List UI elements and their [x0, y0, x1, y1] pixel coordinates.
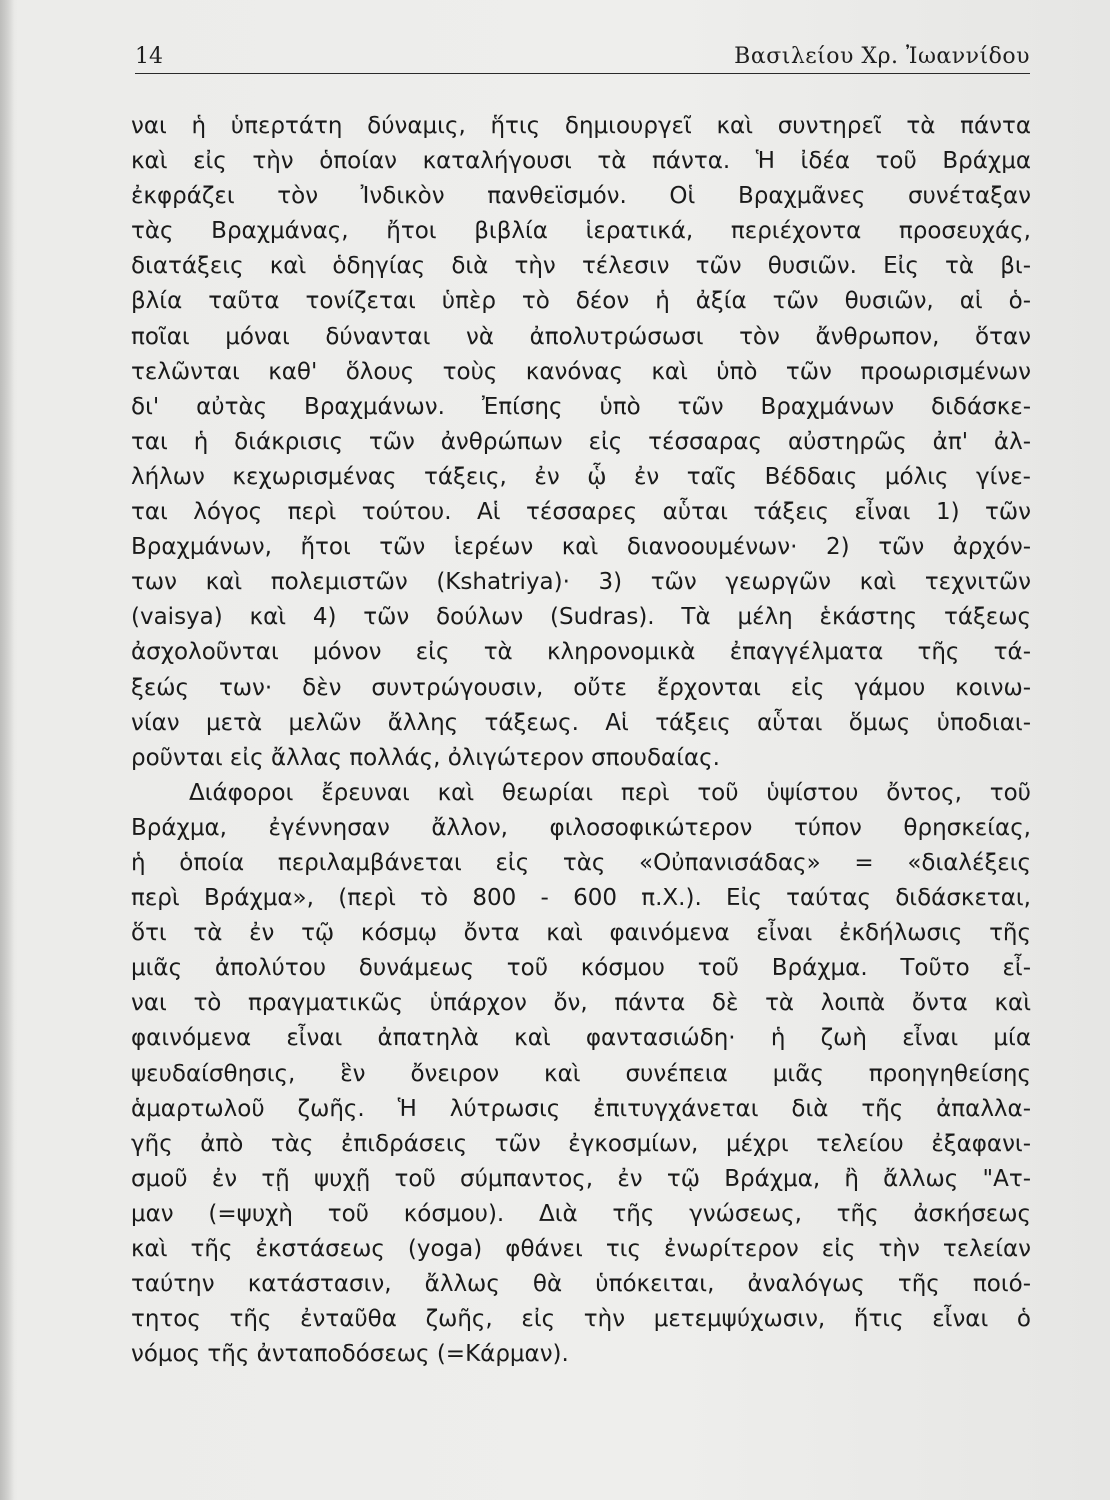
text-line: φαινόμενα εἶναι ἀπατηλὰ καὶ φαντασιώδη· ἡ ζωὴ εἶναι μία: [131, 1025, 1031, 1052]
text-line: ταύτην κατάστασιν, ἄλλως θὰ ὑπόκειται, ἀναλόγως τῆς ποιό-: [131, 1271, 1031, 1298]
paragraph: [131, 109, 1031, 776]
text-line: ναι τὸ πραγματικῶς ὑπάρχον ὄν, πάντα δὲ τὰ λοιπὰ ὄντα καὶ: [131, 990, 1031, 1017]
text-line: διατάξεις καὶ ὁδηγίας διὰ τὴν τέλεσιν τῶν θυσιῶν. Εἰς τὰ βι-: [131, 253, 1031, 280]
text-line: ται ἡ διάκρισις τῶν ἀνθρώπων εἰς τέσσαρας αὐστηρῶς ἀπ' ἀλ-: [131, 428, 1031, 455]
text-line: καὶ τῆς ἐκστάσεως (yoga) φθάνει τις ἐνωρίτερον εἰς τὴν τελείαν: [131, 1236, 1031, 1262]
page-number: 14: [135, 44, 163, 69]
text-line: των καὶ πολεμιστῶν (Kshatriya)· 3) τῶν γεωργῶν καὶ τεχνιτῶν: [131, 569, 1031, 596]
body-text: [131, 109, 1031, 1372]
text-line: ναι ἡ ὑπερτάτη δύναμις, ἥτις δημιουργεῖ καὶ συντηρεῖ τὰ πάντα: [131, 113, 1031, 139]
text-line: Διάφοροι ἔρευναι καὶ θεωρίαι περὶ τοῦ ὑψίστου ὄντος, τοῦ: [189, 779, 1031, 806]
text-line: Βραχμάνων, ἤτοι τῶν ἱερέων καὶ διανοουμένων· 2) τῶν ἀρχόν-: [131, 534, 1031, 561]
text-line: βλία ταῦτα τονίζεται ὑπὲρ τὸ δέον ἡ ἀξία τῶν θυσιῶν, αἱ ὁ-: [131, 288, 1031, 315]
text-line: ξεώς των· δὲν συντρώγουσιν, οὔτε ἔρχονται εἰς γάμου κοινω-: [131, 674, 1031, 701]
text-line: νόμος τῆς ἀνταποδόσεως (=Κάρμαν).: [131, 1341, 569, 1368]
text-line: ροῦνται εἰς ἄλλας πολλάς, ὀλιγώτερον σπουδαίας.: [131, 744, 720, 771]
page-header: [135, 40, 1030, 74]
text-line: ψευδαίσθησις, ἓν ὄνειρον καὶ συνέπεια μιᾶς προηγηθείσης: [131, 1060, 1031, 1087]
text-line: λήλων κεχωρισμένας τάξεις, ἐν ᾧ ἐν ταῖς Βέδδαις μόλις γίνε-: [131, 463, 1031, 490]
paragraph: [131, 776, 1031, 1373]
text-line: περὶ Βράχμα», (περὶ τὸ 800 - 600 π.Χ.). Εἰς ταύτας διδάσκεται,: [131, 885, 1031, 912]
header-rule: [135, 73, 1030, 74]
text-line: τητος τῆς ἐνταῦθα ζωῆς, εἰς τὴν μετεμψύχωσιν, ἥτις εἶναι ὁ: [131, 1306, 1031, 1333]
text-line: (vaisya) καὶ 4) τῶν δούλων (Sudras). Τὰ μέλη ἑκάστης τάξεως: [131, 604, 1031, 631]
text-line: ἡ ὁποία περιλαμβάνεται εἰς τὰς «Οὐπανισάδας» = «διαλέξεις: [131, 849, 1031, 876]
text-line: μαν (=ψυχὴ τοῦ κόσμου). Διὰ τῆς γνώσεως, τῆς ἀσκήσεως: [131, 1200, 1031, 1227]
text-line: ται λόγος περὶ τούτου. Αἱ τέσσαρες αὗται τάξεις εἶναι 1) τῶν: [131, 499, 1031, 526]
text-line: Βράχμα, ἐγέννησαν ἄλλον, φιλοσοφικώτερον τύπον θρησκείας,: [131, 814, 1031, 841]
text-line: ἁμαρτωλοῦ ζωῆς. Ἡ λύτρωσις ἐπιτυγχάνεται διὰ τῆς ἀπαλλα-: [131, 1095, 1031, 1122]
text-line: ἐκφράζει τὸν Ἰνδικὸν πανθεϊσμόν. Οἱ Βραχμᾶνες συνέταξαν: [131, 183, 1031, 210]
text-line: ποῖαι μόναι δύνανται νὰ ἀπολυτρώσωσι τὸν ἄνθρωπον, ὅταν: [131, 323, 1031, 350]
spine-shadow: [0, 0, 14, 1500]
text-line: τὰς Βραχμάνας, ἤτοι βιβλία ἱερατικά, περιέχοντα προσευχάς,: [131, 218, 1031, 245]
running-head: Βασιλείου Χρ. Ἰωαννίδου: [734, 44, 1030, 69]
text-line: σμοῦ ἐν τῇ ψυχῇ τοῦ σύμπαντος, ἐν τῷ Βράχμα, ἢ ἄλλως "Ατ-: [131, 1165, 1031, 1192]
text-line: νίαν μετὰ μελῶν ἄλλης τάξεως. Αἱ τάξεις αὗται ὅμως ὑποδιαι-: [131, 709, 1031, 736]
text-line: ἀσχολοῦνται μόνον εἰς τὰ κληρονομικὰ ἐπαγγέλματα τῆς τά-: [131, 639, 1031, 666]
text-line: τελῶνται καθ' ὅλους τοὺς κανόνας καὶ ὑπὸ τῶν προωρισμένων: [131, 358, 1031, 385]
text-line: γῆς ἀπὸ τὰς ἐπιδράσεις τῶν ἐγκοσμίων, μέχρι τελείου ἐξαφανι-: [131, 1130, 1031, 1157]
text-line: μιᾶς ἀπολύτου δυνάμεως τοῦ κόσμου τοῦ Βράχμα. Τοῦτο εἶ-: [131, 955, 1031, 982]
text-line: καὶ εἰς τὴν ὁποίαν καταλήγουσι τὰ πάντα. Ἡ ἰδέα τοῦ Βράχμα: [131, 148, 1031, 175]
text-line: ὅτι τὰ ἐν τῷ κόσμῳ ὄντα καὶ φαινόμενα εἶναι ἐκδήλωσις τῆς: [131, 920, 1031, 947]
text-line: δι' αὐτὰς Βραχμάνων. Ἐπίσης ὑπὸ τῶν Βραχμάνων διδάσκε-: [131, 393, 1031, 420]
